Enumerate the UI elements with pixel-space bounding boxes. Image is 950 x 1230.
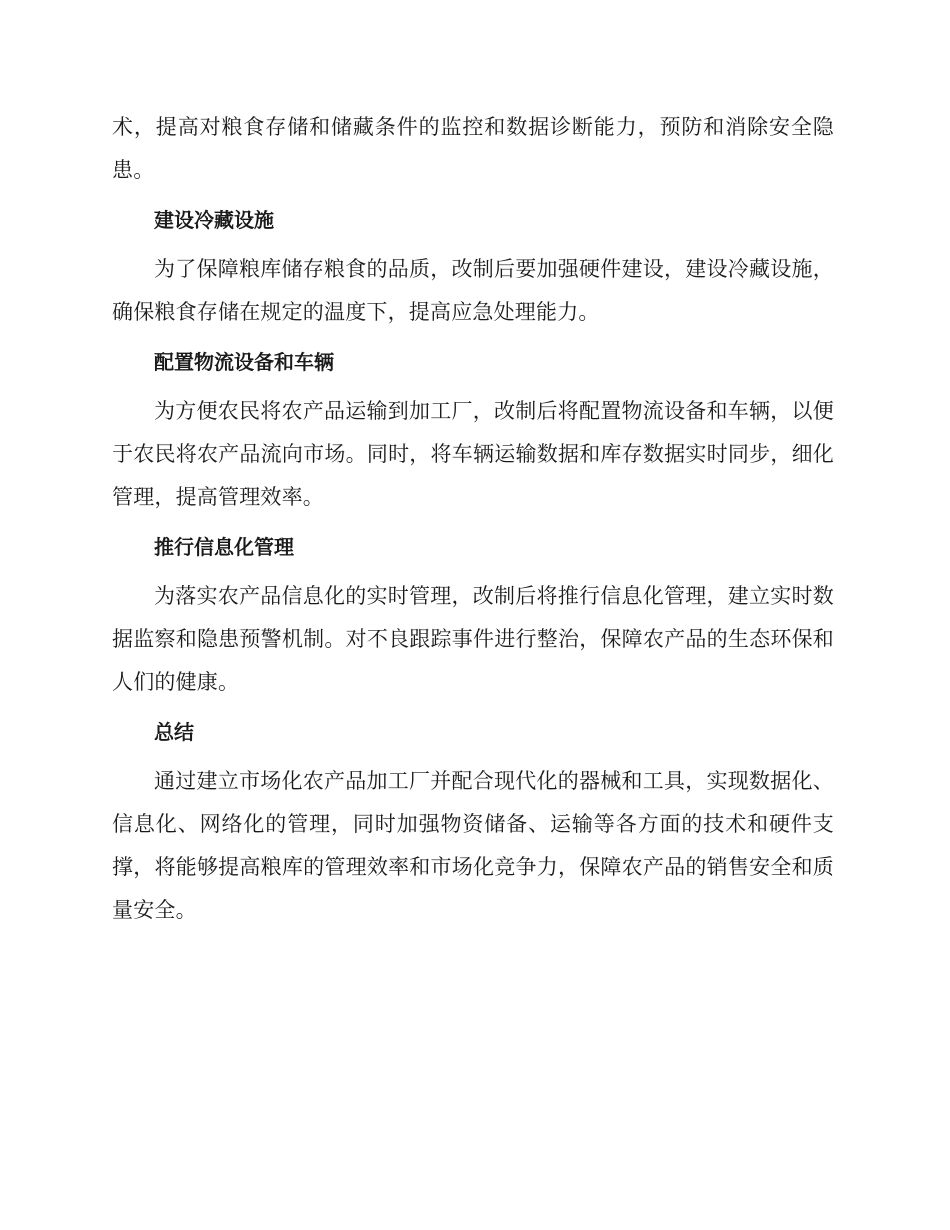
- section-heading-informatization: 推行信息化管理: [154, 535, 294, 559]
- section-heading-cold-storage: 建设冷藏设施: [154, 208, 274, 232]
- section-heading-summary: 总结: [154, 720, 194, 744]
- section-heading-logistics: 配置物流设备和车辆: [154, 350, 334, 374]
- section-body-logistics: 为方便农民将农产品运输到加工厂，改制后将配置物流设备和车辆，以便于农民将农产品流向市场。同时，将车辆运输数据和库存数据实时同步，细化管理，提高管理效率。: [112, 399, 834, 509]
- document-body: [112, 106, 834, 932]
- intro-continuation-paragraph: 术，提高对粮食存储和储藏条件的监控和数据诊断能力，预防和消除安全隐患。: [112, 115, 834, 182]
- section-body-informatization: 为落实农产品信息化的实时管理，改制后将推行信息化管理，建立实时数据监察和隐患预警机制。对不良跟踪事件进行整治，保障农产品的生态环保和人们的健康。: [112, 584, 834, 694]
- section-body-summary: 通过建立市场化农产品加工厂并配合现代化的器械和工具，实现数据化、信息化、网络化的管理，同时加强物资储备、运输等各方面的技术和硬件支撑，将能够提高粮库的管理效率和市场化竞争力，保障农产品的销售安全和质量安全。: [112, 769, 834, 922]
- section-body-cold-storage: 为了保障粮库储存粮食的品质，改制后要加强硬件建设，建设冷藏设施，确保粮食存储在规定的温度下，提高应急处理能力。: [112, 257, 834, 324]
